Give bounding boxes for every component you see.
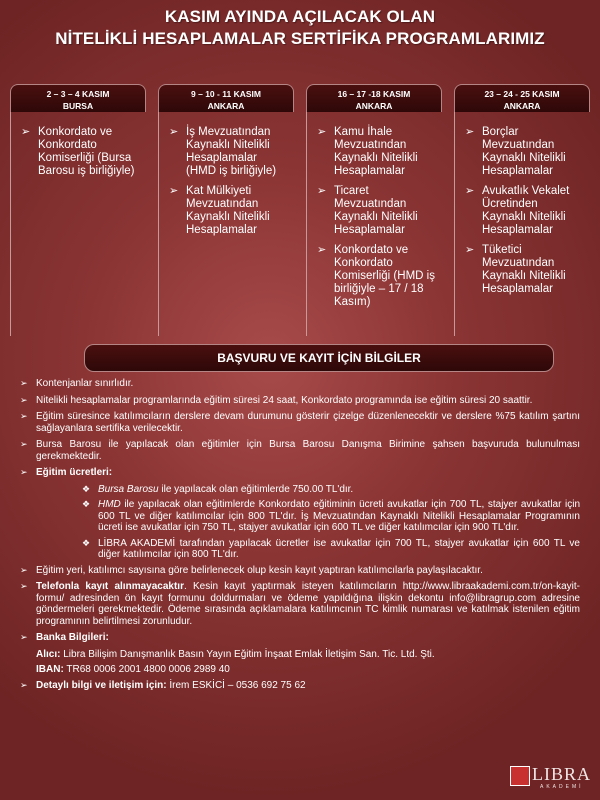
contact-value: İrem ESKİCİ – 0536 692 75 62: [166, 679, 306, 691]
contact-label: Detaylı bilgi ve iletişim için:: [36, 679, 167, 691]
logo-text: LIBRA: [532, 764, 591, 784]
info-item: [20, 565, 580, 577]
title-line-2: NİTELİKLİ HESAPLAMALAR SERTİFİKA PROGRAMLARIMIZ: [55, 29, 545, 48]
program-item: [317, 185, 436, 237]
info-item: [20, 680, 580, 692]
arrow-bullet-icon: ➢: [20, 394, 28, 405]
diamond-bullet-icon: ❖: [82, 537, 91, 548]
arrow-bullet-icon: ➢: [20, 439, 28, 449]
program-item-text: Konkordato ve Konkordato Komiserliği (HMD iş birliğiyle – 17 / 18 Kasım): [334, 244, 435, 308]
info-item: [20, 411, 580, 434]
column-city: ANKARA: [207, 101, 245, 111]
info-list: [20, 378, 580, 696]
phone-label: Telefonla kayıt alınmayacaktır: [36, 581, 184, 592]
program-item: [317, 244, 436, 309]
receiver-line: [20, 649, 580, 661]
fees-label: Eğitim ücretleri:: [36, 467, 113, 478]
diamond-bullet-icon: ❖: [82, 483, 91, 494]
column-header: [306, 84, 442, 112]
column-city: BURSA: [62, 101, 94, 111]
arrow-bullet-icon: ➢: [169, 185, 179, 197]
program-item: [169, 126, 288, 178]
fee-italic: Bursa Barosu: [98, 483, 159, 495]
program-item-text: Borçlar Mevzuatından Kaynaklı Nitelikli Hesaplamalar: [482, 126, 566, 177]
info-section-title: BAŞVURU VE KAYIT İÇİN BİLGİLER: [84, 344, 554, 372]
info-text: Bursa Barosu ile yapılacak olan eğitimler için Bursa Barosu Danışma Birimine şahsen başvuruda bulunulması gerekmektedir.: [36, 439, 580, 462]
column-dates: 23 – 24 - 25 KASIM: [484, 89, 560, 99]
arrow-bullet-icon: ➢: [317, 244, 327, 256]
fee-text: ile yapılacak olan eğitimlerde Konkordato eğitiminin ücreti avukatlar için 700 TL, stajyer avukatlar için 600 TL ve diğer katılımcılar için 800 TL'dır. İş Mevzuatından Kaynaklı Nitelikli Hesaplamalar Programının ücreti ise avukatlar için 750 TL, stajyer avukatlar için 600 TL ve diğer katılımcılar için 900 TL'dır.: [98, 499, 580, 533]
column-header: [10, 84, 146, 112]
program-item-text: Ticaret Mevzuatından Kaynaklı Nitelikli Hesaplamalar: [334, 185, 418, 236]
fee-italic: HMD: [98, 499, 121, 510]
arrow-bullet-icon: ➢: [317, 185, 327, 197]
arrow-bullet-icon: ➢: [20, 411, 28, 421]
arrow-bullet-icon: ➢: [20, 467, 28, 477]
program-item: [465, 185, 584, 237]
arrow-bullet-icon: ➢: [465, 244, 475, 256]
program-columns: [10, 84, 592, 336]
program-item-text: Konkordato ve Konkordato Komiserliği (Bursa Barosu iş birliğiyle): [38, 126, 135, 177]
column-dates: 9 – 10 - 11 KASIM: [191, 89, 261, 99]
arrow-bullet-icon: ➢: [465, 126, 475, 138]
program-item-text: Avukatlık Vekalet Ücretinden Kaynaklı Nitelikli Hesaplamalar: [482, 185, 570, 236]
info-text: Eğitim yeri, katılımcı sayısına göre belirlenecek olup kesin kayıt yaptıran katılımcılarla paylaşılacaktır.: [36, 564, 483, 576]
arrow-bullet-icon: ➢: [20, 378, 28, 388]
fee-item: [82, 499, 580, 534]
diamond-bullet-icon: ❖: [82, 499, 91, 509]
program-column: [10, 84, 146, 336]
column-body: [454, 112, 590, 336]
info-item: [20, 439, 580, 462]
info-text: Nitelikli hesaplamalar programlarında eğitim süresi 24 saat, Konkordato programında ise eğitim süresi 20 saattir.: [36, 394, 533, 406]
info-item: [20, 632, 580, 644]
column-dates: 16 – 17 -18 KASIM: [337, 89, 411, 99]
info-item: [20, 378, 580, 390]
program-item: [465, 244, 584, 296]
info-text: Kontenjanlar sınırlıdır.: [36, 378, 134, 389]
arrow-bullet-icon: ➢: [20, 632, 28, 642]
logo-subtext: AKADEMİ: [540, 784, 584, 790]
info-text: Eğitim süresince katılımcıların derslere devam durumunu gösterir çizelge düzenlenecektir ve derslere %75 katılım şartını sağlayanlara sertifika verilecektir.: [36, 411, 580, 434]
fee-item: [82, 538, 580, 561]
bank-label: Banka Bilgileri:: [36, 632, 109, 643]
receiver-value: Libra Bilişim Danışmanlık Basın Yayın Eğitim İnşaat Emlak İletişim San. Tic. Ltd. Şti.: [60, 648, 435, 660]
column-body: [306, 112, 442, 336]
title-line-1: KASIM AYINDA AÇILACAK OLAN: [164, 7, 436, 26]
arrow-bullet-icon: ➢: [20, 581, 28, 591]
program-item-text: İş Mevzuatından Kaynaklı Nitelikli Hesaplamalar (HMD iş birliğiyle): [186, 126, 277, 177]
program-item: [465, 126, 584, 178]
program-item-text: Tüketici Mevzuatından Kaynaklı Nitelikli Hesaplamalar: [482, 244, 566, 295]
iban-value: TR68 0006 2001 4800 0006 2989 40: [63, 664, 230, 675]
arrow-bullet-icon: ➢: [21, 126, 31, 138]
arrow-bullet-icon: ➢: [465, 185, 475, 197]
iban-line: [20, 664, 580, 676]
fee-text: LİBRA AKADEMİ tarafından yapılacak ücretler ise avukatlar için 700 TL, stajyer avukatlar için 600 TL ve diğer katılımcılar için 800 TL'dır.: [98, 537, 580, 560]
program-item: [21, 126, 140, 178]
info-item: [20, 395, 580, 407]
libra-logo: [510, 762, 590, 792]
arrow-bullet-icon: ➢: [20, 679, 28, 690]
iban-label: IBAN:: [36, 664, 64, 675]
column-body: [10, 112, 146, 336]
column-dates: 2 – 3 – 4 KASIM: [46, 89, 110, 99]
column-city: ANKARA: [355, 101, 393, 111]
program-column: [454, 84, 590, 336]
info-item: [20, 581, 580, 627]
program-item: [317, 126, 436, 178]
info-item: [20, 467, 580, 479]
program-item-text: Kat Mülkiyeti Mevzuatından Kaynaklı Nitelikli Hesaplamalar: [186, 185, 270, 236]
logo-mark-icon: [510, 766, 530, 786]
program-column: [306, 84, 442, 336]
program-item-text: Kamu İhale Mevzuatından Kaynaklı Nitelikli Hesaplamalar: [334, 126, 418, 177]
arrow-bullet-icon: ➢: [20, 564, 28, 575]
arrow-bullet-icon: ➢: [169, 126, 179, 138]
column-header: [454, 84, 590, 112]
program-item: [169, 185, 288, 237]
fee-text: ile yapılacak olan eğitimlerde 750.00 TL'dır.: [158, 483, 354, 495]
page-header: [0, 6, 600, 50]
arrow-bullet-icon: ➢: [317, 126, 327, 138]
column-body: [158, 112, 294, 336]
program-column: [158, 84, 294, 336]
phone-text: . Kesin kayıt yaptırmak isteyen katılımcıların http://www.libraakademi.com.tr/on-kayit-formu/ adresinden ön kayıt formunu doldurmaları ve ödeme yapıldığına ilişkin dekontu info@libragrup.com adresine göndermeleri gerekmektedir. Ödeme sırasında açıklamalara katılımcının TC kimlik numarası ve katılmak istenilen eğitim programının belirtilmesi zorunludur.: [36, 581, 580, 627]
fee-item: [82, 484, 580, 496]
column-city: ANKARA: [503, 101, 541, 111]
column-header: [158, 84, 294, 112]
receiver-label: Alıcı:: [36, 648, 61, 660]
